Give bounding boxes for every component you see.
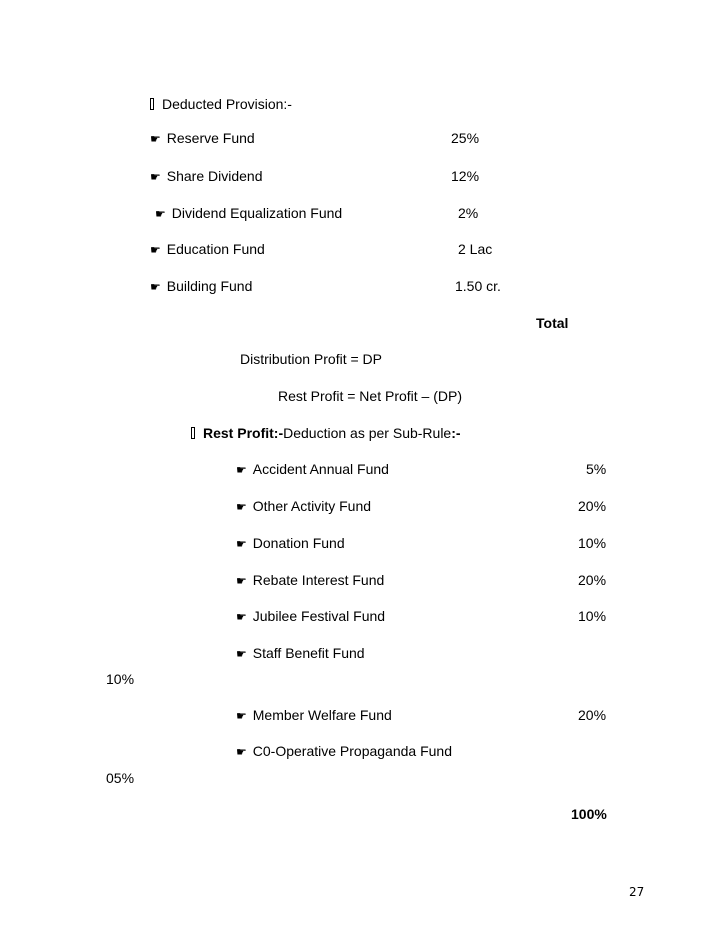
list-item-value: 5% (586, 461, 607, 477)
list-item: ☛ Accident Annual Fund (236, 461, 389, 477)
pointing-hand-icon: ☛ (150, 280, 161, 294)
pointing-hand-icon: ☛ (155, 207, 166, 221)
list-item-value: 25% (451, 130, 480, 146)
pointing-hand-icon: ☛ (150, 243, 161, 257)
list-item: ☛ Share Dividend (150, 168, 263, 184)
list-item: ☛ Education Fund (150, 241, 265, 257)
list-item-value: 20% (578, 498, 607, 514)
list-item: ☛ Other Activity Fund (236, 498, 372, 514)
list-item-value: 2% (458, 205, 479, 221)
total-label: Total (536, 315, 569, 331)
list-item: ☛ Building Fund (150, 278, 253, 294)
list-item-value: 05% (106, 770, 135, 786)
distribution-profit-formula: Distribution Profit = DP (240, 351, 382, 367)
list-item-value: 10% (106, 671, 135, 687)
list-item-value: 10% (578, 535, 607, 551)
list-item: ☛ Staff Benefit Fund (236, 645, 365, 661)
rest-profit-formula: Rest Profit = Net Profit – (DP) (278, 388, 462, 404)
grand-total: 100% (571, 806, 607, 822)
list-item: ☛ Reserve Fund (150, 130, 255, 146)
list-item-value: 20% (578, 572, 607, 588)
rest-profit-heading: Rest Profit:-Deduction as per Sub-Rule:- (191, 425, 461, 441)
deducted-provision-heading: Deducted Provision:- (150, 96, 292, 112)
pointing-hand-icon: ☛ (236, 709, 247, 723)
pointing-hand-icon: ☛ (150, 132, 161, 146)
list-item: ☛ Member Welfare Fund (236, 707, 392, 723)
page-number: 27 (629, 885, 645, 899)
pointing-hand-icon: ☛ (236, 463, 247, 477)
pointing-hand-icon: ☛ (236, 610, 247, 624)
box-icon (150, 98, 154, 110)
list-item-value: 1.50 cr. (455, 278, 501, 294)
list-item: ☛ C0-Operative Propaganda Fund (236, 743, 452, 759)
pointing-hand-icon: ☛ (236, 647, 247, 661)
list-item: ☛ Dividend Equalization Fund (155, 205, 343, 221)
pointing-hand-icon: ☛ (236, 574, 247, 588)
list-item-value: 10% (578, 608, 607, 624)
list-item-value: 12% (451, 168, 480, 184)
pointing-hand-icon: ☛ (236, 537, 247, 551)
list-item-value: 2 Lac (458, 241, 493, 257)
box-icon (191, 427, 195, 439)
pointing-hand-icon: ☛ (236, 745, 247, 759)
list-item: ☛ Rebate Interest Fund (236, 572, 385, 588)
pointing-hand-icon: ☛ (150, 170, 161, 184)
list-item: ☛ Donation Fund (236, 535, 345, 551)
list-item-value: 20% (578, 707, 607, 723)
list-item: ☛ Jubilee Festival Fund (236, 608, 386, 624)
pointing-hand-icon: ☛ (236, 500, 247, 514)
